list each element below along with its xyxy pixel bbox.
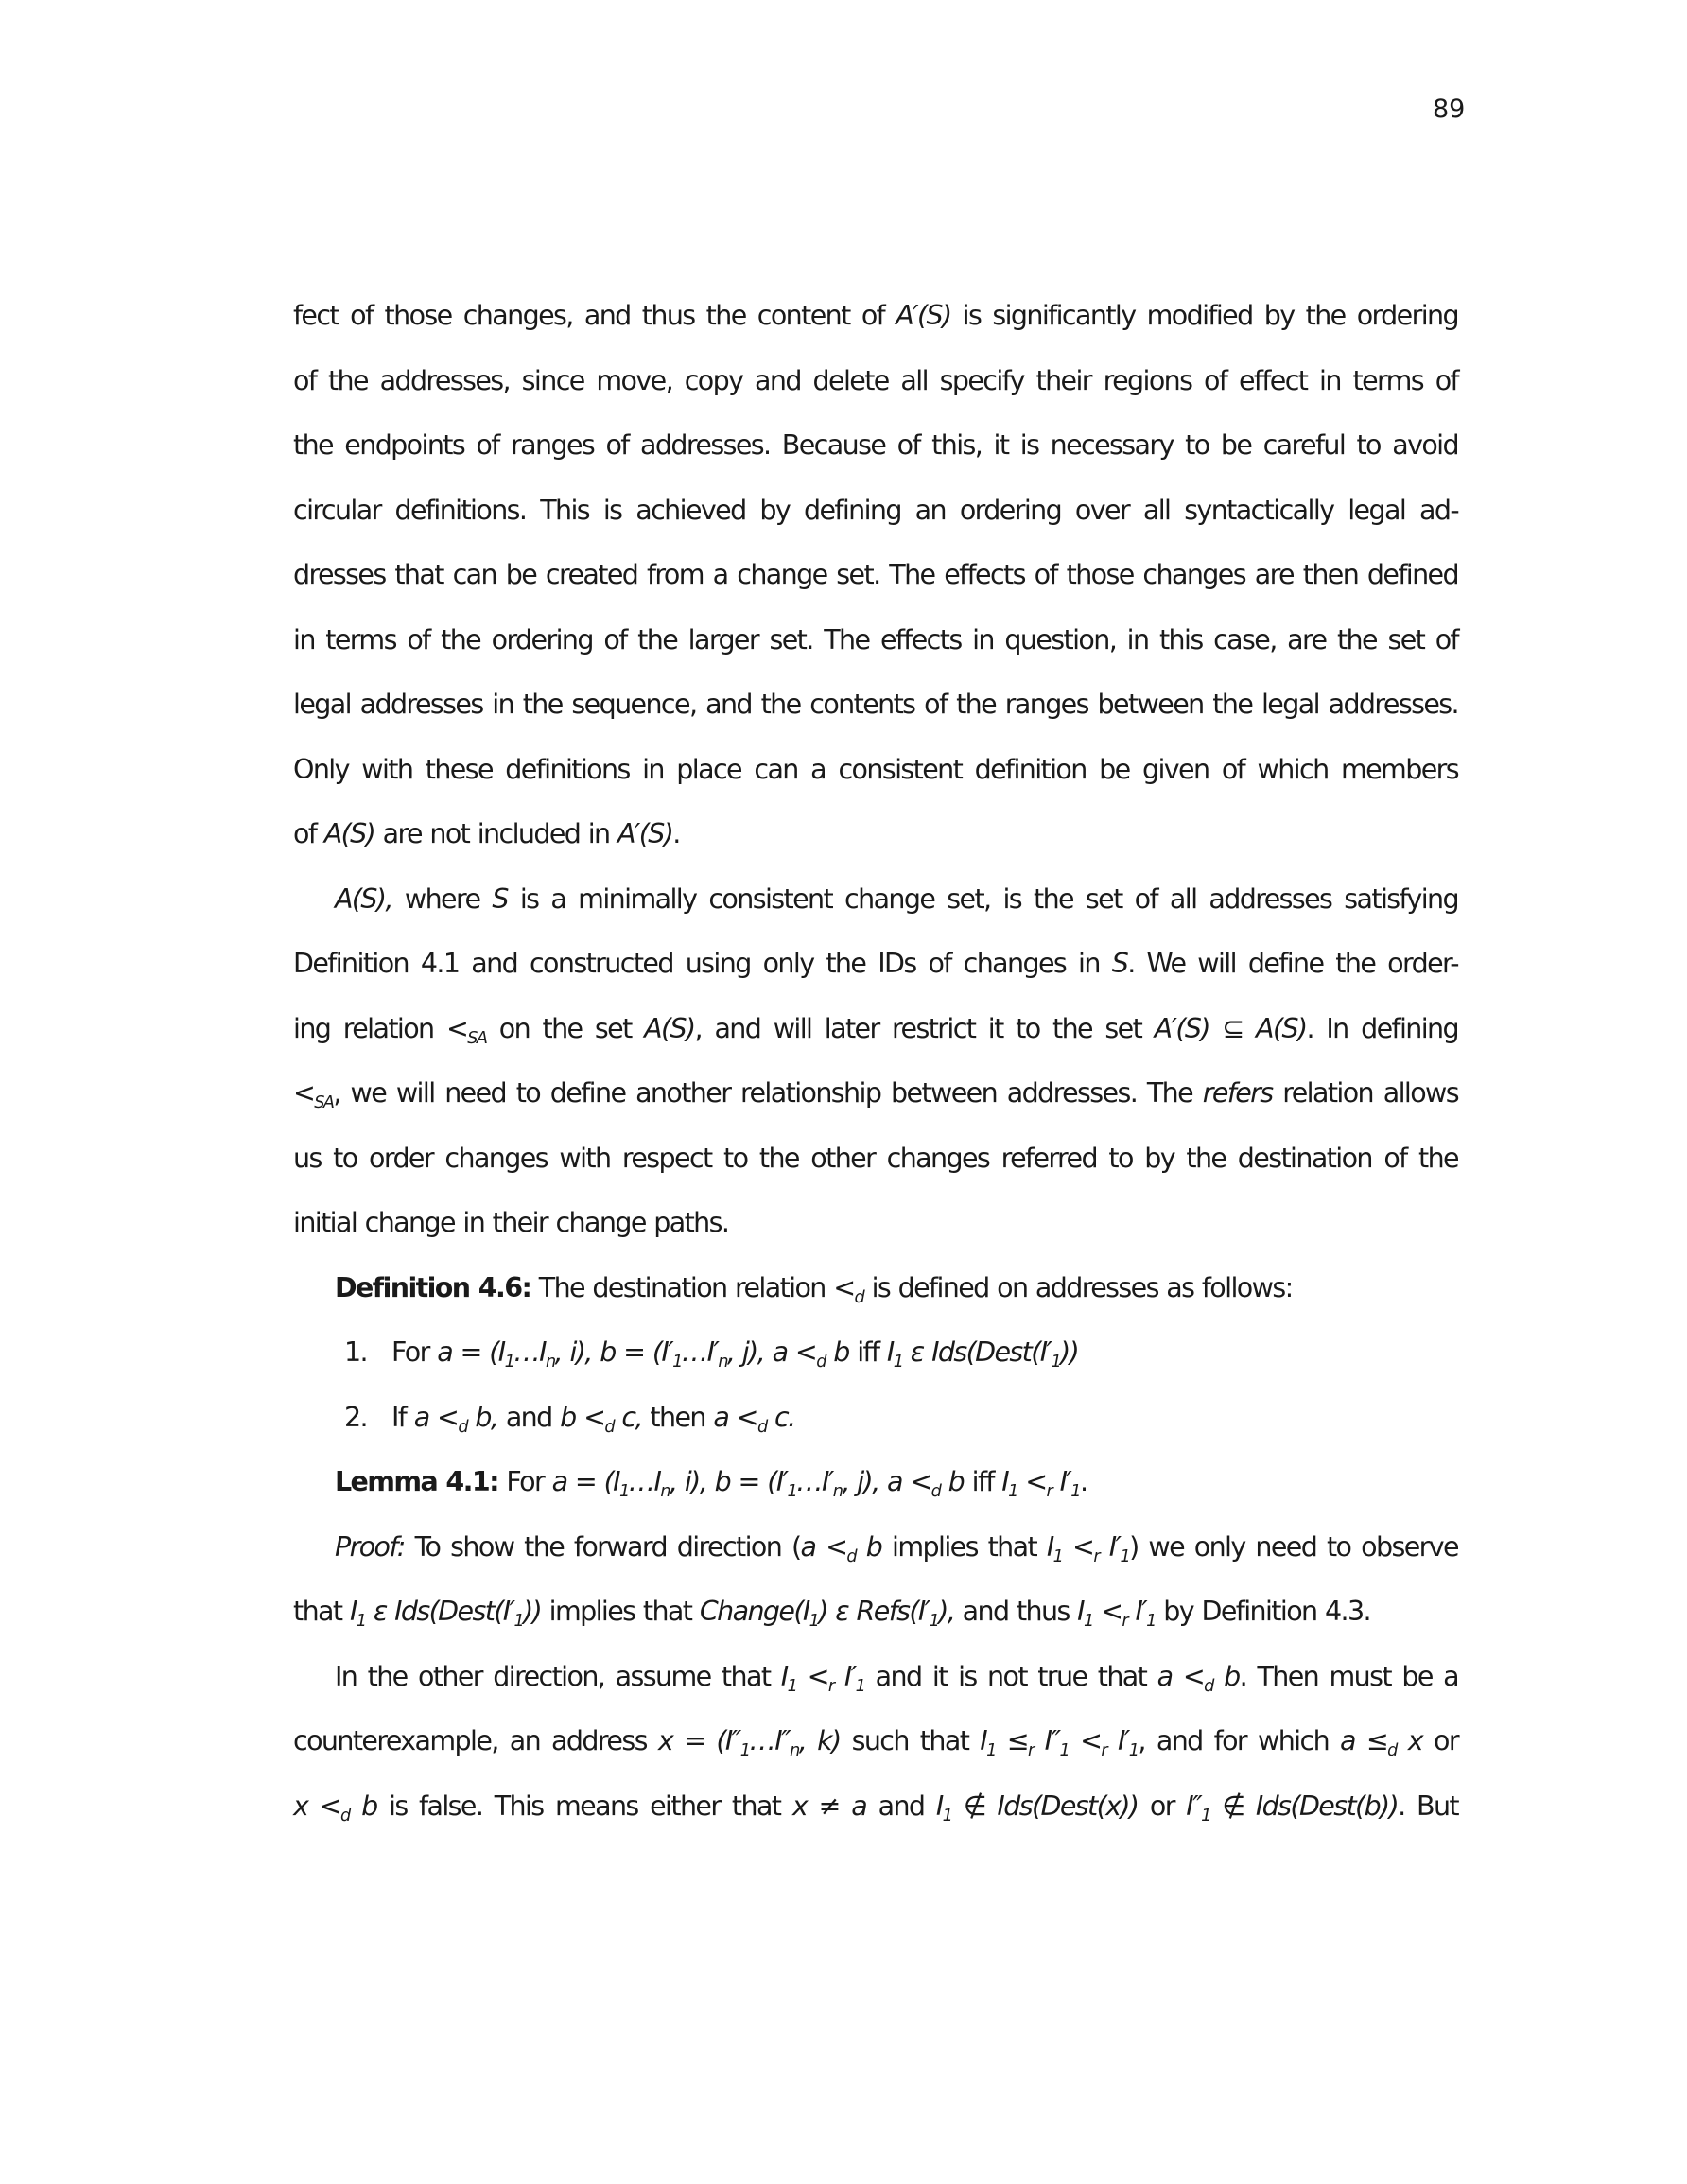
math-text: I′ [1052, 1466, 1071, 1497]
math-text: a [1157, 1660, 1173, 1692]
subscript: r [827, 1676, 834, 1696]
math-text: A(S), [335, 882, 392, 915]
text-run: iff [964, 1466, 1002, 1497]
text-run: ≤ [1354, 1725, 1388, 1756]
text-line [293, 997, 1458, 1062]
math-text: Proof: [335, 1530, 405, 1563]
subscript: 1 [1146, 1612, 1156, 1632]
list-number: 2. [344, 1401, 367, 1433]
text-run: < [796, 1660, 828, 1692]
text-run: To show the forward direction ( [404, 1530, 801, 1563]
math-text: a [713, 1401, 729, 1433]
text-line [293, 1256, 1458, 1321]
text-run: where [391, 882, 493, 915]
math-text: I [1077, 1596, 1084, 1627]
text-run: < [728, 1401, 757, 1433]
text-run: ) we only need to observe [1129, 1530, 1458, 1563]
text-run: initial change in their change paths. [293, 1207, 729, 1238]
subscript: r [1027, 1741, 1034, 1761]
text-run: ≤ [995, 1725, 1028, 1756]
body-text [293, 284, 1458, 1839]
subscript: n [790, 1741, 799, 1761]
subscript: 1 [1070, 1482, 1080, 1502]
subscript: 1 [809, 1612, 819, 1632]
text-run: on the set [486, 1012, 645, 1044]
math-text: x ≠ a [791, 1790, 867, 1822]
text-run: then [641, 1401, 714, 1433]
subscript: d [757, 1417, 767, 1437]
math-text: A(S) [323, 818, 375, 849]
text-line [293, 673, 1458, 738]
math-text: I [349, 1596, 357, 1627]
math-text: …I [628, 1466, 661, 1497]
text-line [293, 1580, 1458, 1645]
text-run: or [1422, 1725, 1458, 1756]
math-text: …I″ [749, 1725, 791, 1756]
math-text: x [1396, 1725, 1423, 1756]
math-text: ∉ Ids(Dest(b)) [1209, 1790, 1399, 1822]
math-text: b [349, 1790, 377, 1822]
math-text: b [560, 1401, 576, 1433]
math-text: b [1212, 1660, 1240, 1692]
text-run: = [672, 1725, 717, 1756]
text-run: iff [848, 1337, 887, 1368]
text-run: < [787, 1337, 817, 1368]
text-line [293, 543, 1458, 608]
subscript: 1 [1128, 1741, 1139, 1761]
list-number: 1. [344, 1337, 367, 1368]
math-text: a = (I [437, 1337, 505, 1368]
text-run: and [866, 1790, 936, 1822]
subscript: d [816, 1353, 826, 1372]
subscript: 1 [855, 1676, 865, 1696]
text-run: Definition 4.1 and constructed using only the IDs of changes in [293, 948, 1112, 979]
text-run: the endpoints of ranges of addresses. Because of this, it is necessary to be careful to avoid [293, 429, 1458, 461]
text-line [293, 1709, 1458, 1774]
math-text: I′ [1127, 1596, 1147, 1627]
text-run: implies that [541, 1596, 700, 1627]
text-run: < [293, 1077, 315, 1109]
text-run: are not included in [374, 818, 617, 849]
subscript: d [854, 1287, 864, 1307]
text-line [293, 738, 1458, 803]
math-text: refers [1202, 1077, 1273, 1109]
subscript: n [718, 1353, 727, 1372]
text-run: In the other direction, assume that [335, 1660, 781, 1692]
text-run: dresses that can be created from a change set. The effects of those changes are then defined [293, 559, 1458, 590]
math-text: …I′ [796, 1466, 833, 1497]
subscript: 1 [1201, 1806, 1210, 1826]
subscript: n [545, 1353, 555, 1372]
subscript: 1 [787, 1482, 797, 1502]
text-line [293, 932, 1458, 997]
math-text: I [780, 1660, 788, 1692]
math-text: , i), b = (I′ [554, 1337, 673, 1368]
text-run: and it is not true that [864, 1660, 1157, 1692]
text-run: . But [1398, 1790, 1458, 1822]
text-run: Only with these definitions in place can a consistent definition be given of which members [293, 753, 1458, 785]
text-run: . [672, 818, 680, 849]
subscript: n [832, 1482, 843, 1502]
list-item [293, 1320, 1458, 1386]
text-run: < [428, 1401, 459, 1433]
math-text: b [825, 1337, 849, 1368]
text-run: < [1017, 1466, 1047, 1497]
subscript: 1 [787, 1676, 797, 1696]
subscript: d [340, 1806, 350, 1826]
math-text: b [940, 1466, 965, 1497]
text-run: is false. This means either that [376, 1790, 792, 1822]
math-text: , j), a [842, 1466, 902, 1497]
text-run: . In defining [1306, 1012, 1458, 1044]
text-line [293, 1127, 1458, 1192]
text-run: circular definitions. This is achieved by defining an ordering over all syntactically legal ad- [293, 494, 1458, 526]
bold-label: Definition 4.6: [335, 1271, 531, 1303]
subscript: d [604, 1417, 614, 1437]
math-text: I [1046, 1530, 1053, 1563]
subscript: d [846, 1546, 857, 1566]
text-run: . Then must be a [1239, 1660, 1458, 1692]
subscript: d [458, 1417, 467, 1437]
math-text: )) [523, 1596, 542, 1627]
text-run: fect of those changes, and thus the content of [293, 300, 896, 331]
math-text: ) ε Refs(I′ [818, 1596, 930, 1627]
text-run: For [391, 1337, 438, 1368]
text-run: and [497, 1401, 561, 1433]
subscript: 1 [513, 1612, 524, 1632]
text-run: , we will need to define another relationship between addresses. The [333, 1077, 1203, 1109]
text-run: , and will later restrict it to the set [694, 1012, 1155, 1044]
math-text: A′(S) ⊆ A(S) [1154, 1012, 1307, 1044]
text-run: of the addresses, since move, copy and delete all specify their regions of effect in terms of [293, 364, 1458, 396]
text-line [293, 1061, 1458, 1127]
text-run: . [1079, 1466, 1087, 1497]
subscript: 1 [739, 1741, 750, 1761]
text-line [293, 608, 1458, 673]
text-run: legal addresses in the sequence, and the contents of the ranges between the legal addresses. [293, 689, 1458, 720]
math-text: I″ [1033, 1725, 1060, 1756]
math-text: I′ [1106, 1725, 1129, 1756]
subscript: SA [467, 1028, 487, 1048]
text-run: counterexample, an address [293, 1725, 658, 1756]
text-run: is significantly modified by the ordering [950, 300, 1458, 331]
text-run: by Definition 4.3. [1155, 1596, 1370, 1627]
subscript: 1 [1051, 1353, 1061, 1372]
math-text: I [1001, 1466, 1009, 1497]
subscript: 1 [1059, 1741, 1070, 1761]
math-text: I″ [1186, 1790, 1202, 1822]
subscript: 1 [1120, 1546, 1130, 1566]
subscript: 1 [504, 1353, 514, 1372]
math-text: , j), a [726, 1337, 788, 1368]
subscript: 1 [1083, 1612, 1093, 1632]
text-run: < [1172, 1660, 1205, 1692]
math-text: Change(I [699, 1596, 809, 1627]
subscript: 1 [893, 1353, 903, 1372]
text-run: < [815, 1530, 847, 1563]
text-run: relation allows [1272, 1077, 1459, 1109]
text-run: ing relation < [293, 1012, 468, 1044]
text-run: or [1138, 1790, 1187, 1822]
subscript: r [1046, 1482, 1052, 1502]
math-text: A′(S) [896, 300, 951, 331]
math-text: )) [1060, 1337, 1079, 1368]
math-text: a = (I [551, 1466, 619, 1497]
subscript: r [1101, 1741, 1107, 1761]
text-run: is a minimally consistent change set, is the set of all addresses satisfying [507, 882, 1458, 915]
math-text: ε Ids(Dest(I′ [365, 1596, 514, 1627]
text-run: < [1069, 1725, 1102, 1756]
subscript: n [660, 1482, 670, 1502]
text-run: The destination relation < [530, 1271, 855, 1303]
math-text: (I″ [716, 1725, 740, 1756]
subscript: 1 [929, 1612, 939, 1632]
math-text: I [980, 1725, 987, 1756]
math-text: ε Ids(Dest(I′ [902, 1337, 1052, 1368]
text-line [293, 1645, 1458, 1710]
text-run: < [1062, 1530, 1094, 1563]
math-text: …I [513, 1337, 546, 1368]
text-run: us to order changes with respect to the other changes referred to by the destination of the [293, 1142, 1458, 1174]
text-line [293, 349, 1458, 414]
text-line [293, 1515, 1458, 1581]
math-text: A(S) [644, 1012, 695, 1044]
text-run: < [307, 1790, 341, 1822]
math-text: , k) [798, 1725, 841, 1756]
math-text: I [935, 1790, 943, 1822]
math-text: , i), b = (I′ [669, 1466, 788, 1497]
text-run: is defined on addresses as follows: [863, 1271, 1293, 1303]
subscript: d [1387, 1741, 1397, 1761]
text-run: in terms of the ordering of the larger set. The effects in question, in this case, are the set of [293, 623, 1458, 655]
subscript: 1 [618, 1482, 629, 1502]
text-run: such that [840, 1725, 981, 1756]
text-line [293, 802, 1458, 867]
math-text: b [856, 1530, 882, 1563]
text-line [293, 1191, 1458, 1256]
math-text: …I′ [681, 1337, 719, 1368]
subscript: SA [314, 1093, 334, 1113]
math-text: a [1340, 1725, 1355, 1756]
text-run: If [391, 1401, 414, 1433]
subscript: d [930, 1482, 941, 1502]
math-text: I′ [833, 1660, 856, 1692]
text-run: , and for which [1138, 1725, 1341, 1756]
bold-label: Lemma 4.1: [335, 1466, 498, 1497]
math-text: b, [466, 1401, 498, 1433]
subscript: 1 [1008, 1482, 1017, 1502]
text-run: . We will define the order- [1127, 948, 1458, 979]
math-text: c. [766, 1401, 795, 1433]
text-line [293, 413, 1458, 479]
math-text: A′(S) [617, 818, 673, 849]
text-line [293, 1774, 1458, 1840]
subscript: d [1204, 1676, 1213, 1696]
text-line [293, 867, 1458, 933]
text-run: and thus [954, 1596, 1078, 1627]
text-run: of [293, 818, 324, 849]
text-line [293, 479, 1458, 544]
list-item [293, 1386, 1458, 1451]
subscript: 1 [672, 1353, 682, 1372]
text-run: < [575, 1401, 605, 1433]
math-text: ∉ Ids(Dest(x)) [951, 1790, 1139, 1822]
subscript: r [1122, 1612, 1128, 1632]
math-text: a [800, 1530, 816, 1563]
math-text: I′ [1099, 1530, 1121, 1563]
text-run: < [1092, 1596, 1122, 1627]
subscript: 1 [1052, 1546, 1063, 1566]
text-run: For [497, 1466, 552, 1497]
math-text: x [657, 1725, 673, 1756]
text-run: that [293, 1596, 350, 1627]
math-text: S [1111, 948, 1128, 979]
text-line [293, 1450, 1458, 1515]
math-text: I [886, 1337, 894, 1368]
subscript: 1 [942, 1806, 952, 1826]
math-text: c, [613, 1401, 642, 1433]
text-line [293, 284, 1458, 349]
text-run: implies that [881, 1530, 1047, 1563]
subscript: r [1093, 1546, 1099, 1566]
subscript: 1 [356, 1612, 366, 1632]
subscript: 1 [986, 1741, 996, 1761]
math-text: x [293, 1790, 308, 1822]
page-number: 89 [1433, 95, 1466, 124]
math-text: ), [938, 1596, 955, 1627]
math-text: S [492, 882, 508, 915]
text-run: < [901, 1466, 931, 1497]
math-text: a [413, 1401, 429, 1433]
